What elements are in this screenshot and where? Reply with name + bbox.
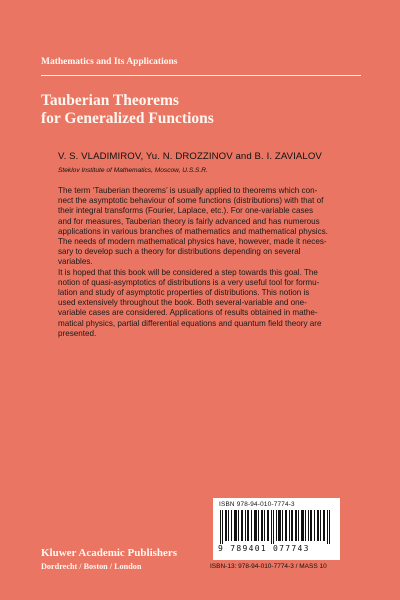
description-line: presented. <box>58 328 97 338</box>
description-line: lation and study of asymptotic properties of distributions. This notion is <box>58 288 310 298</box>
description-line: notion of quasi-asymptotics of distributions is a very useful tool for formu- <box>58 277 320 287</box>
description-line: The needs of modern mathematical physics have, however, made it neces- <box>58 237 327 247</box>
description-line: matical physics, partial differential equations and quantum field theory are <box>58 318 322 328</box>
authors: V. S. VLADIMIROV, Yu. N. DROZZINOV and B. I. ZAVIALOV <box>58 151 322 162</box>
description-line: their integral transforms (Fourier, Laplace, etc.). For one-variable cases <box>58 206 314 216</box>
affiliation: Steklov Institute of Mathematics, Moscow, U.S.S.R. <box>58 167 208 174</box>
description-line: nect the asymptotic behaviour of some functions (distributions) with that of <box>58 196 324 206</box>
description-line: variables. <box>58 257 93 267</box>
barcode-label <box>213 498 340 560</box>
title-line-2: for Generalized Functions <box>41 110 214 127</box>
description-line: and for measures, Tauberian theory is fairly advanced and has numerous <box>58 216 320 226</box>
barcode-icon <box>219 510 334 544</box>
description-line: It is hoped that this book will be considered a step towards this goal. The <box>58 267 318 277</box>
description-line: The term ‘Tauberian theorems’ is usually applied to theorems which con- <box>58 186 318 195</box>
publisher-cities: Dordrecht / Boston / London <box>41 562 142 571</box>
title-line-1: Tauberian Theorems <box>41 92 179 109</box>
description-line: applications in various branches of mathematics and mathematical physics. <box>58 226 328 236</box>
description-line: sary to develop such a theory for distributions depending on several <box>58 247 301 257</box>
barcode-digits: 9 789401 077743 <box>218 544 310 553</box>
series-name: Mathematics and Its Applications <box>41 57 178 67</box>
publisher-name: Kluwer Academic Publishers <box>41 547 178 559</box>
series-divider <box>41 75 361 76</box>
description <box>58 186 348 339</box>
description-line: variable cases are considered. Applications of results obtained in mathe- <box>58 308 318 318</box>
isbn-top: ISBN 978-94-010-7774-3 <box>219 501 295 508</box>
description-line: used extensively throughout the book. Both several-variable and one- <box>58 298 307 308</box>
isbn-bottom: ISBN-13: 978-94-010-7774-3 / MASS 10 <box>210 563 327 570</box>
book-title <box>41 92 361 128</box>
